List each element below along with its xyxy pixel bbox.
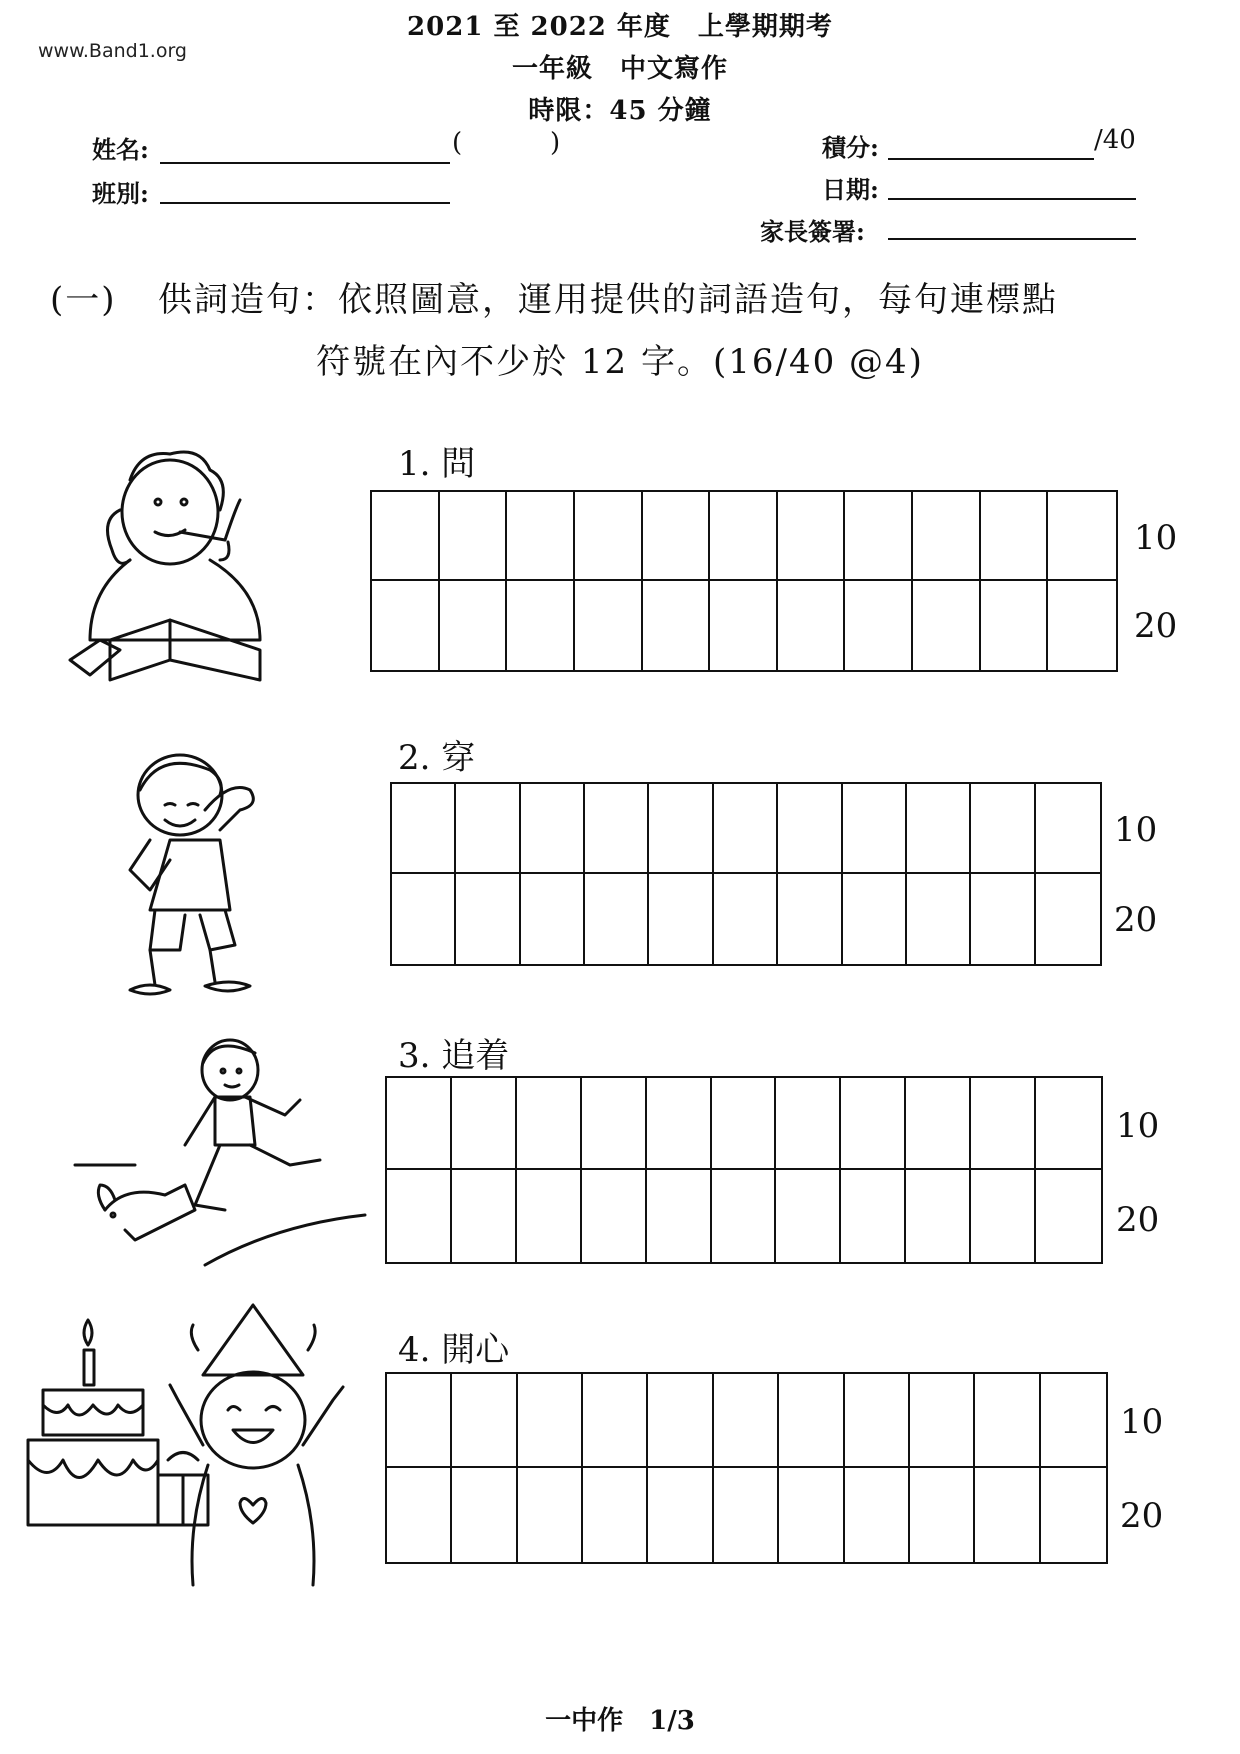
question-4-count-20: 20 — [1120, 1496, 1164, 1536]
class-label: 班別: — [92, 179, 149, 208]
question-4-count-10: 10 — [1120, 1402, 1164, 1442]
answer-cell[interactable] — [971, 1078, 1036, 1170]
answer-cell[interactable] — [649, 874, 713, 964]
answer-cell[interactable] — [776, 1170, 841, 1262]
answer-cell[interactable] — [1048, 581, 1116, 670]
answer-cell[interactable] — [582, 1170, 647, 1262]
answer-cell[interactable] — [714, 1468, 779, 1562]
answer-cell[interactable] — [841, 1170, 906, 1262]
parent-signature-label: 家長簽署: — [760, 217, 865, 246]
answer-cell[interactable] — [387, 1078, 452, 1170]
boy-dressing-icon — [110, 750, 280, 1000]
answer-cell[interactable] — [971, 784, 1035, 874]
exam-title: 2021 至 2022 年度 上學期期考 — [407, 12, 833, 42]
answer-cell[interactable] — [907, 784, 971, 874]
question-3-count-10: 10 — [1116, 1106, 1160, 1146]
answer-cell[interactable] — [714, 874, 778, 964]
answer-cell[interactable] — [778, 784, 842, 874]
answer-cell[interactable] — [521, 874, 585, 964]
answer-cell[interactable] — [575, 492, 643, 581]
answer-cell[interactable] — [712, 1170, 777, 1262]
score-line[interactable] — [888, 158, 1094, 160]
answer-cell[interactable] — [913, 581, 981, 670]
answer-cell[interactable] — [971, 874, 1035, 964]
answer-cell[interactable] — [392, 784, 456, 874]
name-label: 姓名: — [92, 135, 149, 164]
answer-cell[interactable] — [971, 1170, 1036, 1262]
date-line[interactable] — [888, 198, 1136, 200]
answer-cell[interactable] — [1048, 492, 1116, 581]
question-4-label: 4. 開心 — [398, 1330, 510, 1370]
answer-cell[interactable] — [372, 581, 440, 670]
question-2-label: 2. 穿 — [398, 738, 476, 778]
answer-cell[interactable] — [452, 1374, 517, 1468]
class-number-paren-close: ) — [550, 128, 561, 158]
watermark: www.Band1.org — [38, 40, 187, 62]
boy-thinking-icon — [60, 440, 290, 700]
answer-cell[interactable] — [778, 874, 842, 964]
answer-cell[interactable] — [712, 1078, 777, 1170]
answer-cell[interactable] — [843, 784, 907, 874]
answer-cell[interactable] — [643, 492, 711, 581]
answer-cell[interactable] — [452, 1468, 517, 1562]
answer-cell[interactable] — [456, 874, 520, 964]
class-number-paren-open: ( — [452, 128, 463, 158]
question-1-count-10: 10 — [1134, 518, 1178, 558]
question-2-count-10: 10 — [1114, 810, 1158, 850]
section-instruction-line2: 符號在內不少於 12 字。(16/40 @4) — [316, 342, 924, 382]
answer-cell[interactable] — [521, 784, 585, 874]
answer-cell[interactable] — [906, 1078, 971, 1170]
answer-cell[interactable] — [440, 581, 508, 670]
class-line[interactable] — [160, 202, 450, 204]
answer-cell[interactable] — [845, 1374, 910, 1468]
answer-cell[interactable] — [910, 1374, 975, 1468]
answer-cell[interactable] — [843, 874, 907, 964]
answer-cell[interactable] — [518, 1468, 583, 1562]
answer-cell[interactable] — [1036, 874, 1100, 964]
answer-cell[interactable] — [440, 492, 508, 581]
answer-cell[interactable] — [913, 492, 981, 581]
question-3-label: 3. 追着 — [398, 1036, 510, 1076]
parent-signature-line[interactable] — [888, 238, 1136, 240]
birthday-party-icon — [18, 1305, 368, 1595]
answer-cell[interactable] — [648, 1374, 713, 1468]
answer-cell[interactable] — [776, 1078, 841, 1170]
answer-cell[interactable] — [907, 874, 971, 964]
answer-cell[interactable] — [585, 874, 649, 964]
answer-cell[interactable] — [387, 1468, 452, 1562]
answer-cell[interactable] — [778, 492, 846, 581]
answer-cell[interactable] — [647, 1170, 712, 1262]
answer-cell[interactable] — [649, 784, 713, 874]
score-label: 積分: — [822, 133, 879, 162]
answer-cell[interactable] — [1036, 1170, 1101, 1262]
answer-cell[interactable] — [841, 1078, 906, 1170]
answer-cell[interactable] — [710, 581, 778, 670]
page-footer: 一中作 1/3 — [545, 1706, 695, 1736]
name-line[interactable] — [160, 162, 450, 164]
answer-cell[interactable] — [452, 1170, 517, 1262]
answer-cell[interactable] — [387, 1374, 452, 1468]
section-instruction-line1: 供詞造句：依照圖意，運用提供的詞語造句，每句連標點 — [158, 280, 1058, 320]
answer-cell[interactable] — [779, 1468, 844, 1562]
answer-cell[interactable] — [714, 1374, 779, 1468]
section-number: (一) — [50, 280, 117, 320]
question-3-count-20: 20 — [1116, 1200, 1160, 1240]
answer-cell[interactable] — [643, 581, 711, 670]
answer-cell[interactable] — [710, 492, 778, 581]
answer-cell[interactable] — [507, 492, 575, 581]
question-2-count-20: 20 — [1114, 900, 1158, 940]
date-label: 日期: — [822, 175, 879, 204]
question-1-count-20: 20 — [1134, 606, 1178, 646]
score-total: /40 — [1094, 125, 1136, 155]
answer-cell[interactable] — [507, 581, 575, 670]
question-2-grid[interactable] — [390, 782, 1102, 966]
answer-cell[interactable] — [910, 1468, 975, 1562]
exam-subject: 一年級 中文寫作 — [511, 54, 728, 84]
answer-cell[interactable] — [452, 1078, 517, 1170]
answer-cell[interactable] — [582, 1078, 647, 1170]
answer-cell[interactable] — [845, 492, 913, 581]
answer-cell[interactable] — [714, 784, 778, 874]
answer-cell[interactable] — [647, 1078, 712, 1170]
answer-cell[interactable] — [1041, 1374, 1106, 1468]
answer-cell[interactable] — [585, 784, 649, 874]
answer-cell[interactable] — [517, 1078, 582, 1170]
answer-cell[interactable] — [518, 1374, 583, 1468]
question-1-grid[interactable] — [370, 490, 1118, 672]
answer-cell[interactable] — [845, 1468, 910, 1562]
answer-cell[interactable] — [981, 492, 1049, 581]
answer-cell[interactable] — [778, 581, 846, 670]
answer-cell[interactable] — [583, 1374, 648, 1468]
answer-cell[interactable] — [779, 1374, 844, 1468]
answer-cell[interactable] — [1036, 784, 1100, 874]
answer-cell[interactable] — [906, 1170, 971, 1262]
answer-cell[interactable] — [1036, 1078, 1101, 1170]
answer-cell[interactable] — [981, 581, 1049, 670]
question-3-grid[interactable] — [385, 1076, 1103, 1264]
question-4-grid[interactable] — [385, 1372, 1108, 1564]
answer-cell[interactable] — [456, 784, 520, 874]
answer-cell[interactable] — [975, 1374, 1040, 1468]
answer-cell[interactable] — [372, 492, 440, 581]
answer-cell[interactable] — [975, 1468, 1040, 1562]
boy-chasing-dog-icon — [75, 1035, 365, 1265]
answer-cell[interactable] — [1041, 1468, 1106, 1562]
answer-cell[interactable] — [575, 581, 643, 670]
answer-cell[interactable] — [845, 581, 913, 670]
answer-cell[interactable] — [392, 874, 456, 964]
exam-time-limit: 時限：45 分鐘 — [528, 96, 712, 126]
answer-cell[interactable] — [517, 1170, 582, 1262]
question-1-label: 1. 問 — [398, 444, 476, 484]
answer-cell[interactable] — [648, 1468, 713, 1562]
answer-cell[interactable] — [583, 1468, 648, 1562]
answer-cell[interactable] — [387, 1170, 452, 1262]
